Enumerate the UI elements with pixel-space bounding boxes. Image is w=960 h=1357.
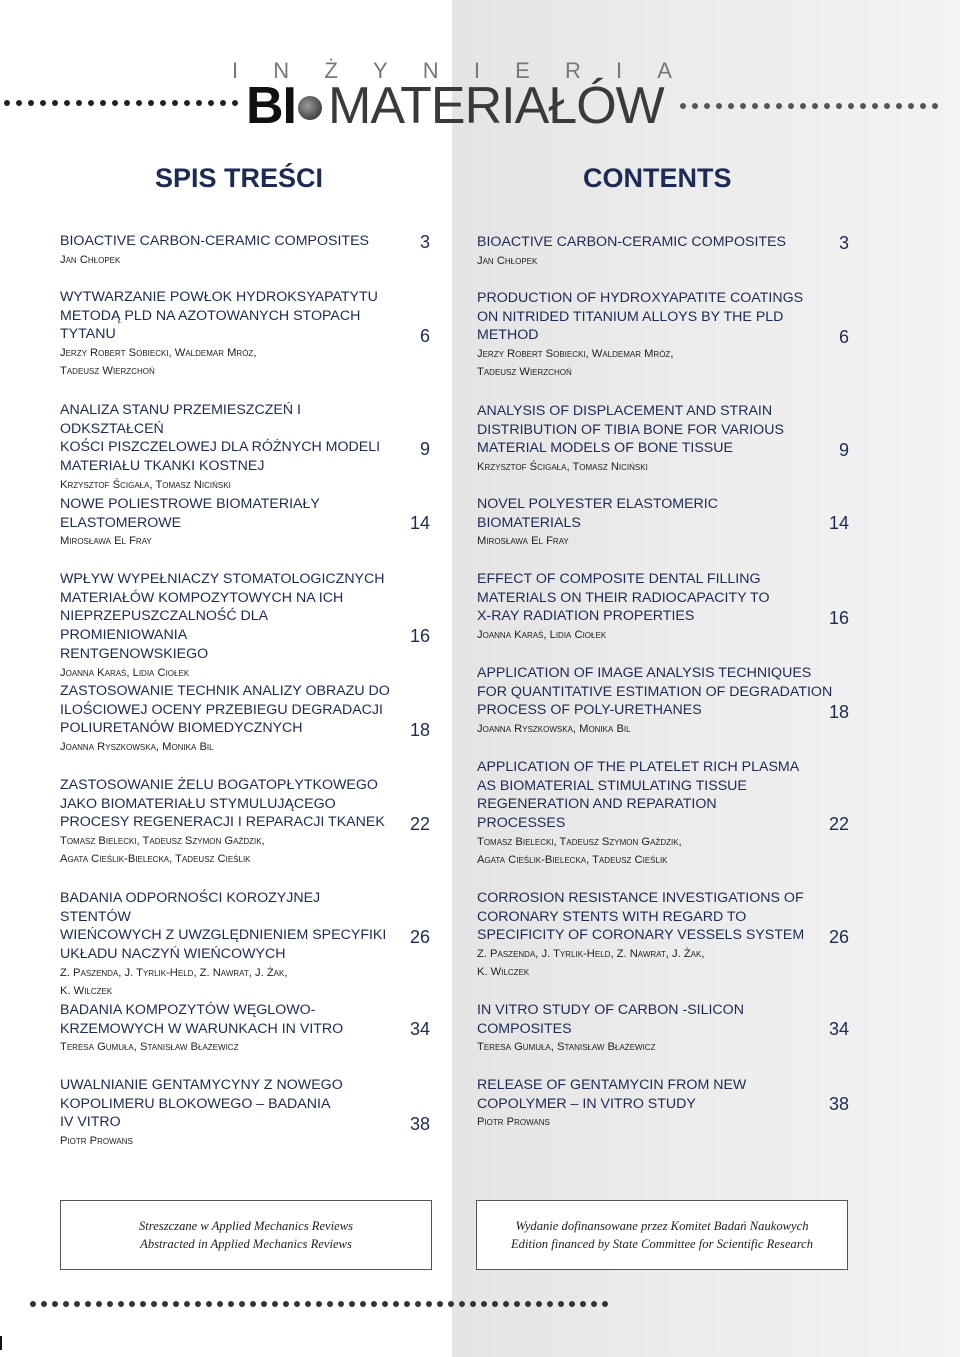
entry-page: 3	[838, 233, 849, 253]
title-rest: MATERIAŁÓW	[328, 77, 664, 135]
title-letter: N	[273, 58, 290, 83]
funding-note-english: Edition financed by State Committee for Scientific Research	[510, 1237, 814, 1251]
entry-authors: Krzysztof Ścigała, Tomasz Niciński	[60, 478, 231, 491]
entry-page: 14	[828, 513, 849, 533]
entry-title: BADANIA ODPORNOŚCI KOROZYJNEJ STENTÓW WIEŃCOWYCH Z UWZGLĘDNIENIEM SPECYFIKI UKŁADU NACZYŃ WIEŃCOWYCH	[60, 890, 387, 963]
entry-page: 14	[409, 513, 430, 533]
entry-page: 9	[419, 439, 430, 459]
entry-title: PRODUCTION OF HYDROXYAPATITE COATINGS ON NITRIDED TITANIUM ALLOYS BY THE PLD METHOD	[477, 290, 804, 344]
section-title-polish: SPIS TREŚCI	[155, 163, 324, 193]
toc-entry[interactable]	[477, 1076, 849, 1132]
entry-page: 22	[409, 814, 430, 834]
title-letter: A	[657, 58, 672, 83]
abstracting-note	[60, 1200, 432, 1270]
title-letter: I	[232, 58, 239, 83]
toc-entry[interactable]	[60, 401, 430, 494]
toc-entry[interactable]	[60, 1076, 430, 1150]
entry-title: BIOACTIVE CARBON-CERAMIC COMPOSITES	[60, 233, 370, 249]
entry-authors: Jan Chłopek	[60, 253, 121, 266]
title-letter: R	[564, 58, 581, 83]
entry-page: 22	[828, 814, 849, 834]
entry-authors: Piotr Prowans	[477, 1116, 550, 1129]
globe-logo-icon	[298, 96, 322, 120]
title-letter: I	[616, 58, 623, 83]
section-title-english: CONTENTS	[583, 163, 732, 193]
entry-page: 9	[838, 440, 849, 460]
entry-page: 38	[409, 1114, 430, 1134]
title-letter: Ż	[324, 58, 338, 83]
entry-title: APPLICATION OF THE PLATELET RICH PLASMA AS BIOMATERIAL STIMULATING TISSUE REGENERATION AND REPARATION PROCESSES	[477, 759, 800, 832]
entry-authors: Z. Paszenda, J. Tyrlik-Held, Z. Nawrat, J. Żak, K. Wilczek	[60, 966, 288, 998]
title-letter: I	[473, 58, 480, 83]
entry-authors: Jerzy Robert Sobiecki, Waldemar Mróz, Tadeusz Wierzchoń	[60, 347, 257, 378]
funding-note	[476, 1200, 848, 1270]
toc-entry[interactable]	[60, 570, 430, 682]
entry-page: 16	[409, 626, 430, 646]
toc-entry[interactable]	[477, 1001, 849, 1057]
toc-entry[interactable]	[60, 776, 430, 869]
toc-entry[interactable]	[477, 402, 849, 476]
toc-entry[interactable]	[477, 289, 849, 382]
entry-authors: Z. Paszenda, J. Tyrlik-Held, Z. Nawrat, J. Żak, K. Wilczek	[477, 948, 705, 979]
toc-entry[interactable]	[60, 682, 430, 756]
entry-authors: Jerzy Robert Sobiecki, Waldemar Mróz, Tadeusz Wierzchoń	[477, 348, 674, 379]
entry-authors: Tomasz Bielecki, Tadeusz Szymon Gaździk, Agata Cieślik-Bielecka, Tadeusz Cieślik	[60, 835, 265, 866]
entry-authors: Mirosława El Fray	[60, 535, 152, 548]
entry-title: BADANIA KOMPOZYTÓW WĘGLOWO- KRZEMOWYCH W WARUNKACH IN VITRO	[60, 1002, 344, 1037]
title-letter: Y	[372, 58, 388, 83]
entry-title: ZASTOSOWANIE TECHNIK ANALIZY OBRAZU DO ILOŚCIOWEJ OCENY PRZEBIEGU DEGRADACJI POLIURETANÓW BIOMEDYCZNYCH	[60, 683, 390, 737]
abstracting-note-polish: Streszczane w Applied Mechanics Reviews	[138, 1219, 354, 1233]
entry-title: ZASTOSOWANIE ŻELU BOGATOPŁYTKOWEGO JAKO BIOMATERIAŁU STYMULUJĄCEGO PROCESY REGENERACJI I REPARACJI TKANEK	[60, 777, 385, 831]
entry-title: RELEASE OF GENTAMYCIN FROM NEW COPOLYMER – IN VITRO STUDY	[477, 1077, 747, 1112]
entry-title: UWALNIANIE GENTAMYCYNY Z NOWEGO KOPOLIMERU BLOKOWEGO – BADANIA IV VITRO	[60, 1077, 343, 1131]
entry-page: 26	[828, 927, 849, 947]
entry-page: 6	[419, 326, 430, 346]
toc-entry[interactable]	[60, 495, 430, 551]
decorative-dot-row	[680, 103, 938, 109]
entry-page: 3	[419, 232, 430, 252]
title-bi: BI	[246, 77, 296, 135]
entry-authors: Teresa Gumuła, Stanisław Błażewicz	[477, 1041, 656, 1054]
entry-title: BIOACTIVE CARBON-CERAMIC COMPOSITES	[477, 234, 787, 250]
funding-note-polish: Wydanie dofinansowane przez Komitet Badań Naukowych	[515, 1219, 809, 1233]
entry-title: IN VITRO STUDY OF CARBON -SILICON COMPOSITES	[477, 1002, 744, 1037]
scan-edge-mark	[0, 1336, 2, 1350]
entry-authors: Piotr Prowans	[60, 1135, 133, 1148]
entry-authors: Jan Chłopek	[477, 254, 538, 267]
entry-title: APPLICATION OF IMAGE ANALYSIS TECHNIQUES FOR QUANTITATIVE ESTIMATION OF DEGRADATION PROCESS OF POLY-URETHANES	[477, 665, 833, 719]
title-letter: E	[515, 58, 530, 83]
entry-title: WPŁYW WYPEŁNIACZY STOMATOLOGICZNYCH MATERIAŁÓW KOMPOZYTOWYCH NA ICH NIEPRZEPUSZCZALNOŚĆ DLA PROMIENIOWANIA RENTGENOWSKIEGO	[60, 571, 385, 662]
entry-page: 38	[828, 1094, 849, 1114]
entry-title: ANALIZA STANU PRZEMIESZCZEŃ I ODKSZTAŁCEŃ KOŚCI PISZCZELOWEJ DLA RÓŻNYCH MODELI MATERIAŁU TKANKI KOSTNEJ	[60, 402, 381, 475]
entry-title: EFFECT OF COMPOSITE DENTAL FILLING MATERIALS ON THEIR RADIOCAPACITY TO X-RAY RADIATION PROPERTIES	[477, 571, 770, 625]
toc-entry[interactable]	[477, 233, 849, 270]
decorative-dot-row	[30, 1301, 608, 1307]
entry-title: NOVEL POLYESTER ELASTOMERIC BIOMATERIALS	[477, 496, 718, 531]
toc-entry[interactable]	[477, 664, 849, 738]
entry-authors: Mirosława El Fray	[477, 535, 569, 548]
entry-authors: Joanna Karaś, Lidia Ciołek	[477, 629, 607, 642]
entry-title: ANALYSIS OF DISPLACEMENT AND STRAIN DISTRIBUTION OF TIBIA BONE FOR VARIOUS MATERIAL MODELS OF BONE TISSUE	[477, 403, 784, 457]
entry-title: WYTWARZANIE POWŁOK HYDROKSYAPATYTU METODĄ PLD NA AZOTOWANYCH STOPACH TYTANU	[60, 289, 378, 343]
entry-authors: Joanna Ryszkowska, Monika Bil	[477, 723, 631, 736]
toc-entry[interactable]	[477, 495, 849, 551]
entry-authors: Joanna Ryszkowska, Monika Bil	[60, 741, 214, 754]
entry-page: 16	[828, 608, 849, 628]
entry-title: CORROSION RESISTANCE INVESTIGATIONS OF CORONARY STENTS WITH REGARD TO SPECIFICITY OF CORONARY VESSELS SYSTEM	[477, 890, 805, 944]
entry-title: NOWE POLIESTROWE BIOMATERIAŁY ELASTOMEROWE	[60, 496, 320, 531]
entry-authors: Teresa Gumuła, Stanisław Błażewicz	[60, 1041, 239, 1054]
journal-title-main	[246, 76, 664, 136]
abstracting-note-english: Abstracted in Applied Mechanics Reviews	[140, 1237, 352, 1251]
toc-entry[interactable]	[60, 889, 430, 1000]
entry-authors: Joanna Karaś, Lidia Ciołek	[60, 666, 190, 679]
decorative-dot-row	[4, 100, 238, 106]
entry-page: 6	[838, 327, 849, 347]
toc-entry[interactable]	[60, 288, 430, 381]
entry-authors: Krzysztof Ścigała, Tomasz Niciński	[477, 461, 648, 474]
toc-entry[interactable]	[60, 232, 430, 269]
entry-page: 34	[409, 1019, 430, 1039]
toc-entry[interactable]	[477, 889, 849, 982]
entry-page: 26	[409, 927, 430, 947]
toc-entry[interactable]	[477, 570, 849, 644]
title-letter: N	[422, 58, 439, 83]
entry-page: 34	[828, 1019, 849, 1039]
toc-entry[interactable]	[477, 758, 849, 869]
entry-page: 18	[828, 702, 849, 722]
entry-authors: Tomasz Bielecki, Tadeusz Szymon Gaździk, Agata Cieślik-Bielecka, Tadeusz Cieślik	[477, 835, 682, 867]
toc-entry[interactable]	[60, 1001, 430, 1057]
entry-page: 18	[409, 720, 430, 740]
